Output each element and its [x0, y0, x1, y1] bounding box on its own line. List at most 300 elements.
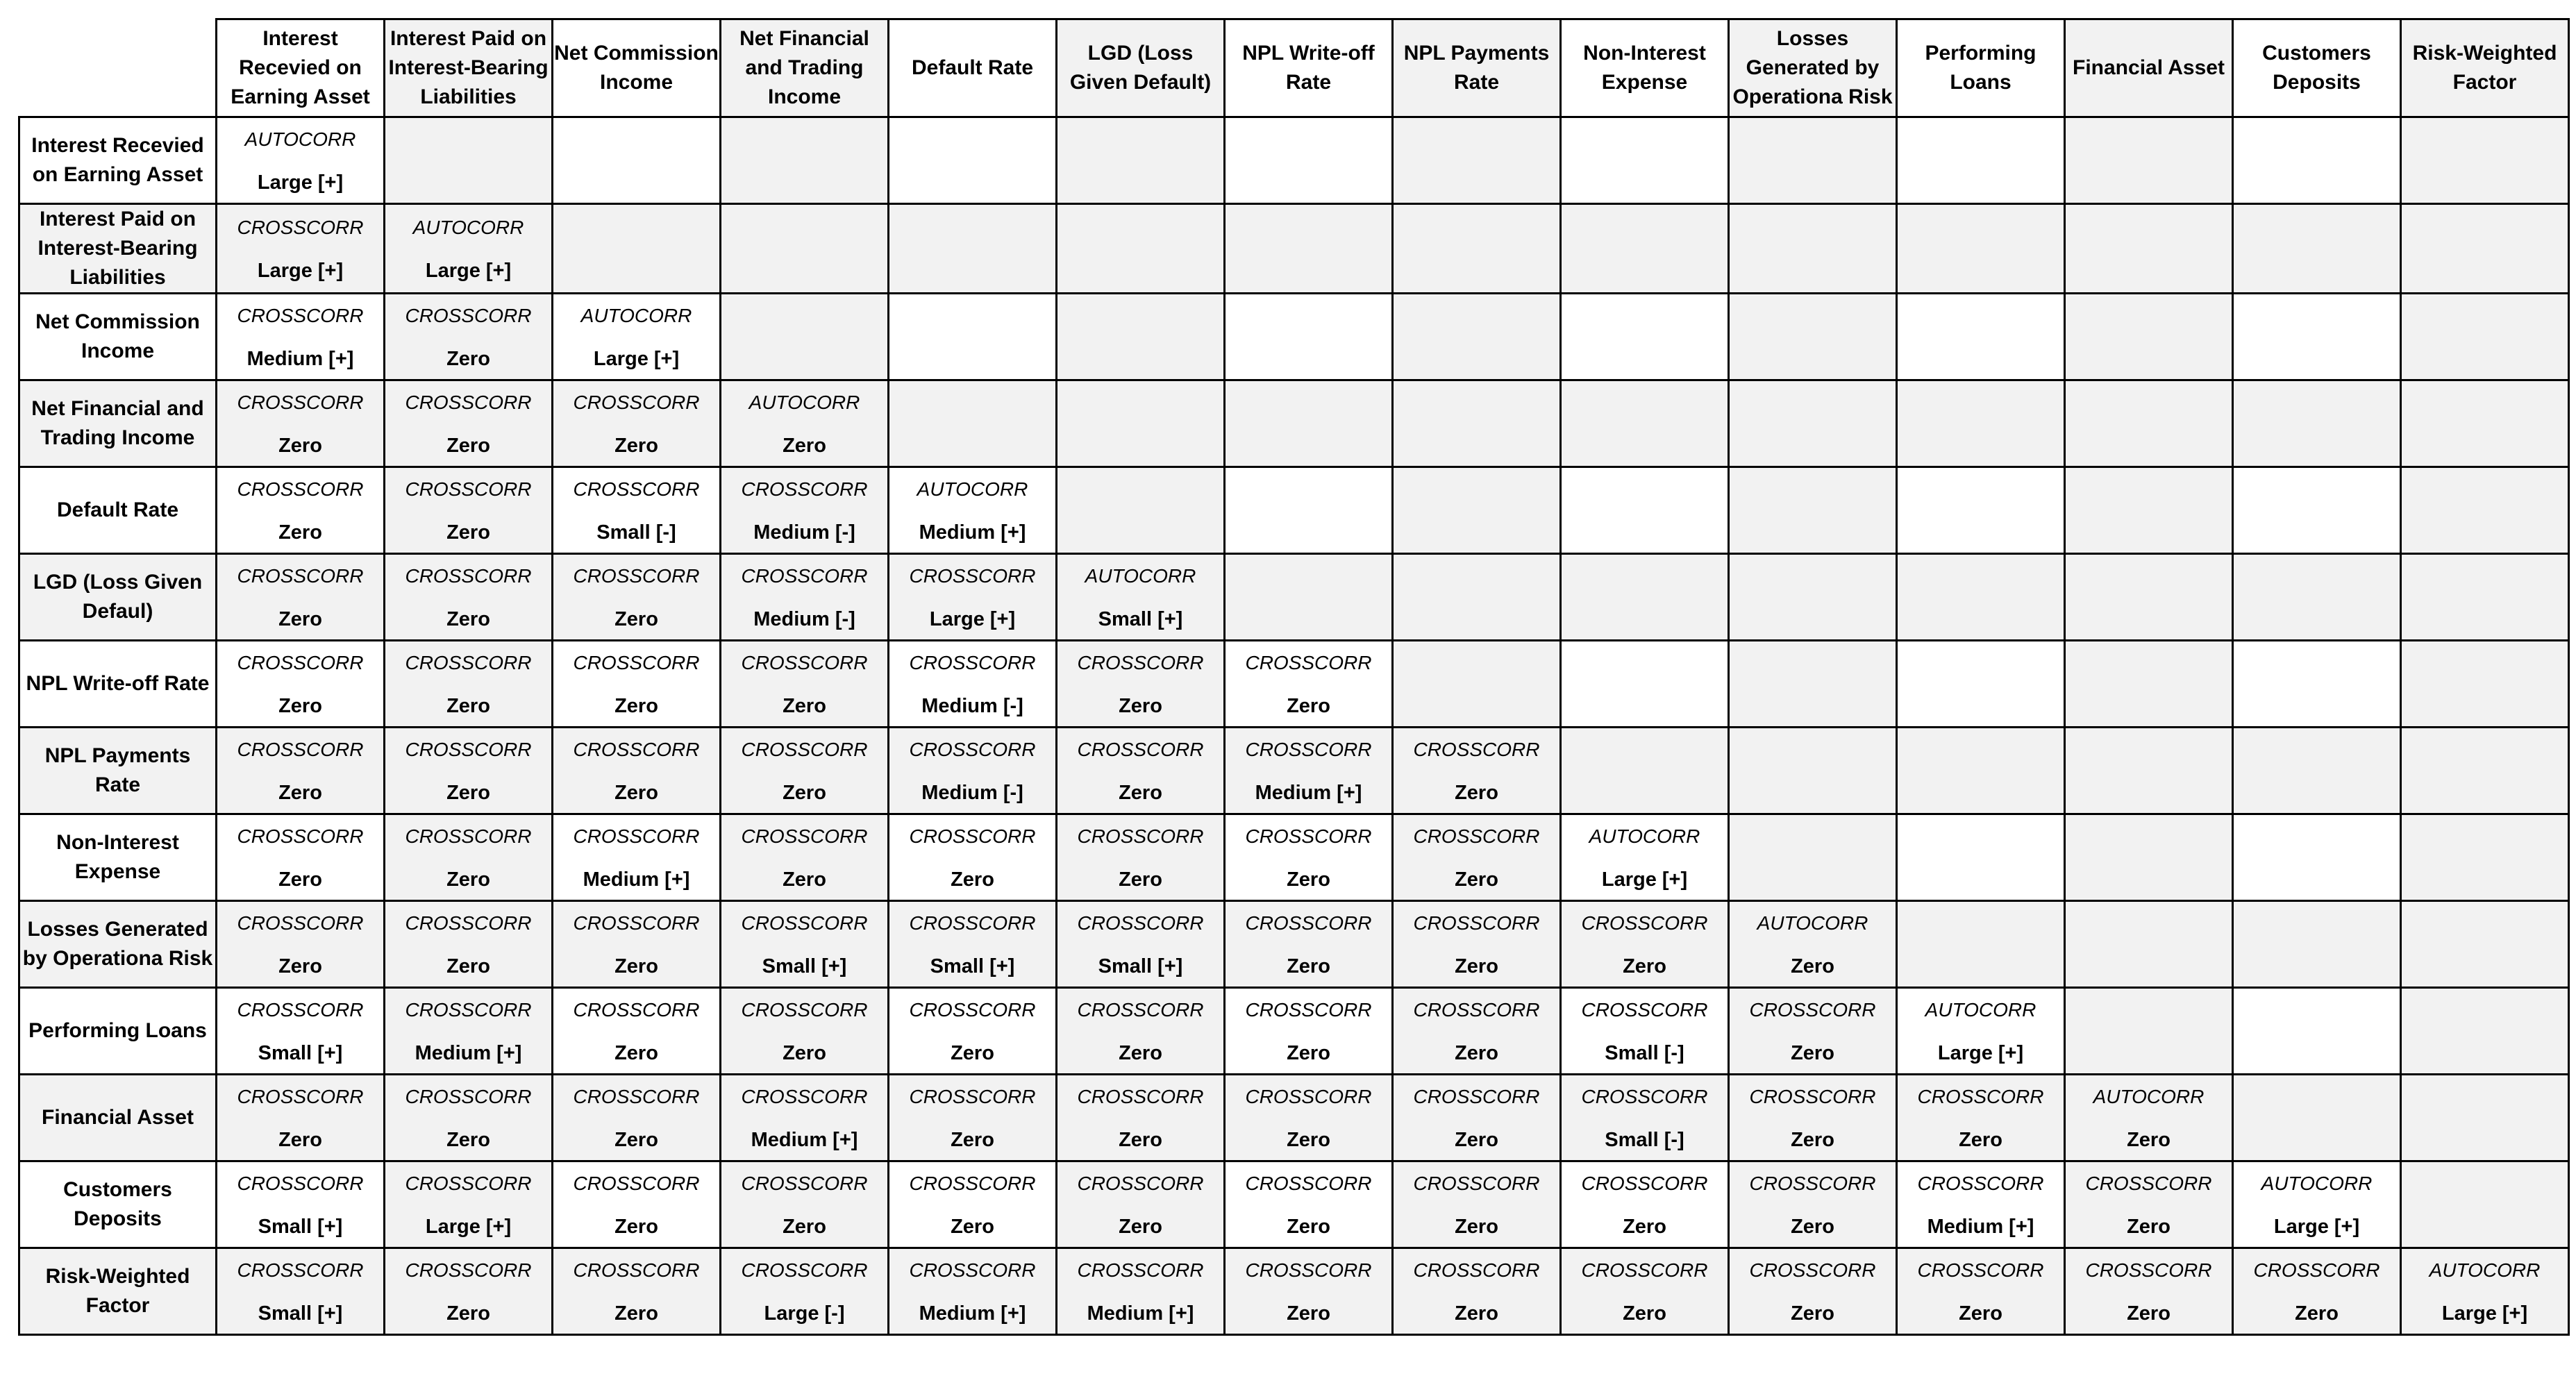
correlation-type: CROSSCORR: [1077, 1173, 1204, 1194]
matrix-cell: [1057, 204, 1225, 294]
cell-content: [1730, 118, 1896, 203]
correlation-magnitude: Zero: [1287, 695, 1330, 717]
cell-content: [1057, 902, 1223, 987]
cell-content: [553, 902, 719, 987]
cell-content: [721, 468, 887, 553]
correlation-magnitude: Zero: [446, 348, 490, 370]
cell-content: [721, 1249, 887, 1334]
matrix-cell: [217, 204, 385, 294]
matrix-cell: [385, 380, 553, 467]
correlation-type: CROSSCORR: [1581, 1173, 1708, 1194]
matrix-cell: [2401, 204, 2569, 294]
cell-content: [1226, 555, 1391, 639]
matrix-cell: [1897, 1075, 2065, 1161]
cell-content: [1730, 555, 1896, 639]
correlation-type: CROSSCORR: [909, 1259, 1036, 1281]
cell-content: [1057, 815, 1223, 900]
cell-content: [1394, 118, 1559, 203]
cell-content: [553, 1162, 719, 1247]
correlation-type: CROSSCORR: [405, 305, 532, 326]
correlation-magnitude: Zero: [1455, 868, 1498, 891]
correlation-type: CROSSCORR: [1077, 739, 1204, 760]
correlation-type: CROSSCORR: [1245, 1086, 1372, 1107]
correlation-magnitude: Small [+]: [930, 955, 1015, 977]
cell-content: [889, 294, 1055, 379]
row-header: Net Commission Income: [19, 294, 217, 380]
correlation-type: CROSSCORR: [1917, 1259, 2044, 1281]
correlation-magnitude: Large [+]: [425, 1216, 512, 1238]
matrix-cell: [217, 901, 385, 988]
matrix-cell: [2401, 117, 2569, 204]
matrix-cell: [217, 1075, 385, 1161]
cell-content: [1394, 989, 1559, 1073]
row-header: Non-Interest Expense: [19, 814, 217, 901]
matrix-cell: [1897, 380, 2065, 467]
cell-content: [217, 989, 383, 1073]
correlation-magnitude: Medium [+]: [246, 348, 354, 370]
cell-content: [217, 468, 383, 553]
correlation-type: CROSSCORR: [741, 565, 868, 587]
cell-content: [1057, 989, 1223, 1073]
matrix-cell: [1225, 1161, 1393, 1248]
matrix-cell: [385, 294, 553, 380]
cell-content: [1730, 989, 1896, 1073]
correlation-magnitude: Large [+]: [929, 608, 1016, 630]
matrix-cell: [1897, 467, 2065, 554]
correlation-type: CROSSCORR: [1413, 825, 1540, 847]
matrix-cell: [1897, 901, 2065, 988]
matrix-cell: [889, 1248, 1057, 1335]
cell-content: [1730, 1249, 1896, 1334]
cell-content: [217, 1162, 383, 1247]
correlation-magnitude: Medium [-]: [921, 782, 1023, 804]
correlation-magnitude: Zero: [614, 1042, 658, 1064]
matrix-cell: [1225, 641, 1393, 728]
row-header: Losses Generated by Operationa Risk: [19, 901, 217, 988]
correlation-type: CROSSCORR: [405, 1173, 532, 1194]
cell-content: [1898, 728, 2064, 813]
matrix-cell: [1057, 467, 1225, 554]
correlation-magnitude: Medium [-]: [921, 695, 1023, 717]
correlation-magnitude: Zero: [2127, 1302, 2171, 1325]
column-header: NPL Payments Rate: [1393, 19, 1561, 117]
cell-content: [385, 206, 551, 291]
correlation-magnitude: Zero: [1455, 782, 1498, 804]
correlation-type: CROSSCORR: [237, 305, 364, 326]
correlation-magnitude: Zero: [1791, 1129, 1834, 1151]
cell-content: [1057, 1162, 1223, 1247]
correlation-magnitude: Zero: [1287, 1302, 1330, 1325]
matrix-cell: [1225, 1248, 1393, 1335]
cell-content: [385, 815, 551, 900]
cell-content: [553, 555, 719, 639]
cell-content: [721, 294, 887, 379]
matrix-cell: [2065, 117, 2233, 204]
correlation-type: CROSSCORR: [2085, 1173, 2212, 1194]
correlation-magnitude: Zero: [614, 955, 658, 977]
matrix-cell: [2233, 294, 2401, 380]
correlation-magnitude: Zero: [1623, 1216, 1666, 1238]
correlation-type: CROSSCORR: [2253, 1259, 2380, 1281]
matrix-cell: [2401, 901, 2569, 988]
cell-content: [2402, 468, 2568, 553]
matrix-cell: [2233, 380, 2401, 467]
matrix-cell: [1729, 467, 1897, 554]
cell-content: [2234, 1075, 2400, 1160]
correlation-magnitude: Large [+]: [425, 260, 512, 282]
matrix-cell: [2233, 988, 2401, 1075]
matrix-cell: [553, 1161, 721, 1248]
correlation-magnitude: Medium [+]: [751, 1129, 858, 1151]
matrix-cell: [2233, 1161, 2401, 1248]
matrix-cell: [721, 988, 889, 1075]
correlation-magnitude: Zero: [1119, 1216, 1162, 1238]
matrix-cell: [217, 1161, 385, 1248]
matrix-cell: [1057, 988, 1225, 1075]
correlation-magnitude: Zero: [1959, 1129, 2002, 1151]
matrix-cell: [2401, 1161, 2569, 1248]
cell-content: [721, 989, 887, 1073]
correlation-magnitude: Zero: [1623, 955, 1666, 977]
correlation-magnitude: Zero: [614, 435, 658, 457]
matrix-cell: [889, 117, 1057, 204]
correlation-magnitude: Large [+]: [257, 171, 344, 194]
matrix-cell: [1897, 554, 2065, 641]
matrix-cell: [2401, 728, 2569, 814]
cell-content: [1226, 902, 1391, 987]
correlation-type: CROSSCORR: [237, 1259, 364, 1281]
matrix-cell: [553, 117, 721, 204]
correlation-type: CROSSCORR: [1245, 1259, 1372, 1281]
correlation-type: CROSSCORR: [237, 1173, 364, 1194]
correlation-magnitude: Small [+]: [1098, 608, 1183, 630]
correlation-type: CROSSCORR: [237, 1086, 364, 1107]
correlation-magnitude: Zero: [1119, 868, 1162, 891]
correlation-type: CROSSCORR: [1245, 652, 1372, 673]
correlation-type: AUTOCORR: [412, 217, 524, 238]
cell-content: [1730, 294, 1896, 379]
cell-content: [553, 728, 719, 813]
matrix-cell: [1057, 814, 1225, 901]
cell-content: [1057, 1075, 1223, 1160]
matrix-cell: [553, 204, 721, 294]
cell-content: [1562, 641, 1728, 726]
correlation-magnitude: Zero: [446, 1129, 490, 1151]
cell-content: [2402, 118, 2568, 203]
correlation-type: CROSSCORR: [405, 825, 532, 847]
matrix-cell: [553, 728, 721, 814]
correlation-magnitude: Zero: [783, 1216, 826, 1238]
matrix-row: [19, 554, 2569, 641]
correlation-magnitude: Zero: [2295, 1302, 2339, 1325]
correlation-type: AUTOCORR: [2093, 1086, 2205, 1107]
correlation-type: CROSSCORR: [741, 478, 868, 500]
cell-content: [1057, 641, 1223, 726]
cell-content: [721, 1075, 887, 1160]
cell-content: [2234, 555, 2400, 639]
matrix-cell: [1897, 204, 2065, 294]
correlation-magnitude: Zero: [1791, 1302, 1834, 1325]
matrix-cell: [1393, 988, 1561, 1075]
cell-content: [1226, 468, 1391, 553]
correlation-type: AUTOCORR: [1589, 825, 1700, 847]
correlation-type: AUTOCORR: [2261, 1173, 2373, 1194]
cell-content: [2402, 294, 2568, 379]
matrix-cell: [1561, 988, 1729, 1075]
column-header: Interest Paid on Interest-Bearing Liabilities: [385, 19, 553, 117]
matrix-cell: [1393, 728, 1561, 814]
correlation-type: CROSSCORR: [573, 825, 700, 847]
matrix-cell: [721, 814, 889, 901]
cell-content: [2066, 1162, 2232, 1247]
correlation-type: CROSSCORR: [1749, 999, 1876, 1021]
matrix-cell: [1729, 1248, 1897, 1335]
correlation-type: CROSSCORR: [405, 565, 532, 587]
correlation-magnitude: Zero: [1455, 955, 1498, 977]
cell-content: [889, 1162, 1055, 1247]
correlation-type: CROSSCORR: [1581, 1086, 1708, 1107]
cell-content: [385, 1162, 551, 1247]
cell-content: [1057, 381, 1223, 466]
matrix-cell: [1057, 1248, 1225, 1335]
correlation-magnitude: Zero: [1119, 782, 1162, 804]
matrix-cell: [553, 554, 721, 641]
matrix-cell: [1561, 204, 1729, 294]
correlation-type: CROSSCORR: [909, 652, 1036, 673]
cell-content: [721, 118, 887, 203]
cell-content: [217, 815, 383, 900]
cell-content: [2066, 641, 2232, 726]
row-header: NPL Write-off Rate: [19, 641, 217, 728]
cell-content: [2402, 728, 2568, 813]
row-header: Financial Asset: [19, 1075, 217, 1161]
cell-content: [1226, 206, 1391, 291]
matrix-cell: [2233, 901, 2401, 988]
matrix-cell: [1561, 1161, 1729, 1248]
matrix-cell: [1225, 467, 1393, 554]
cell-content: [2234, 381, 2400, 466]
cell-content: [1226, 641, 1391, 726]
cell-content: [889, 1249, 1055, 1334]
matrix-cell: [1393, 641, 1561, 728]
correlation-type: CROSSCORR: [405, 1259, 532, 1281]
cell-content: [2402, 815, 2568, 900]
cell-content: [1057, 1249, 1223, 1334]
matrix-cell: [1225, 554, 1393, 641]
correlation-magnitude: Medium [+]: [919, 1302, 1026, 1325]
correlation-type: AUTOCORR: [580, 305, 692, 326]
correlation-matrix: [18, 18, 2570, 1336]
correlation-magnitude: Large [-]: [764, 1302, 845, 1325]
matrix-row: [19, 1248, 2569, 1335]
matrix-cell: [1225, 814, 1393, 901]
cell-content: [2066, 294, 2232, 379]
matrix-cell: [2401, 814, 2569, 901]
cell-content: [385, 1249, 551, 1334]
cell-content: [1562, 294, 1728, 379]
correlation-type: CROSSCORR: [741, 652, 868, 673]
matrix-cell: [1393, 1248, 1561, 1335]
correlation-type: CROSSCORR: [1077, 999, 1204, 1021]
correlation-magnitude: Small [+]: [1098, 955, 1183, 977]
correlation-magnitude: Zero: [278, 608, 322, 630]
correlation-type: CROSSCORR: [741, 1086, 868, 1107]
correlation-type: CROSSCORR: [573, 912, 700, 934]
column-header: Net Commission Income: [553, 19, 721, 117]
matrix-cell: [721, 467, 889, 554]
correlation-magnitude: Zero: [1287, 955, 1330, 977]
matrix-cell: [1561, 467, 1729, 554]
correlation-magnitude: Zero: [1959, 1302, 2002, 1325]
matrix-cell: [1897, 728, 2065, 814]
correlation-type: CROSSCORR: [1749, 1173, 1876, 1194]
correlation-type: CROSSCORR: [573, 565, 700, 587]
matrix-cell: [1393, 1161, 1561, 1248]
correlation-magnitude: Medium [+]: [1255, 782, 1362, 804]
matrix-cell: [1225, 380, 1393, 467]
correlation-magnitude: Zero: [783, 695, 826, 717]
matrix-cell: [1225, 204, 1393, 294]
matrix-cell: [385, 901, 553, 988]
matrix-cell: [889, 554, 1057, 641]
cell-content: [1898, 555, 2064, 639]
correlation-magnitude: Zero: [1455, 1129, 1498, 1151]
correlation-magnitude: Medium [+]: [1087, 1302, 1194, 1325]
correlation-type: CROSSCORR: [1413, 1086, 1540, 1107]
matrix-cell: [1225, 117, 1393, 204]
correlation-type: CROSSCORR: [237, 392, 364, 413]
correlation-magnitude: Zero: [278, 521, 322, 544]
cell-content: [217, 118, 383, 203]
correlation-type: CROSSCORR: [237, 217, 364, 238]
matrix-cell: [2233, 554, 2401, 641]
cell-content: [217, 294, 383, 379]
cell-content: [1898, 118, 2064, 203]
matrix-cell: [721, 1075, 889, 1161]
cell-content: [1898, 1249, 2064, 1334]
matrix-cell: [1897, 641, 2065, 728]
matrix-cell: [1897, 294, 2065, 380]
matrix-cell: [721, 728, 889, 814]
matrix-cell: [1729, 814, 1897, 901]
matrix-cell: [1057, 1075, 1225, 1161]
matrix-cell: [1057, 1161, 1225, 1248]
matrix-cell: [2401, 1075, 2569, 1161]
correlation-type: CROSSCORR: [741, 1173, 868, 1194]
cell-content: [2402, 1249, 2568, 1334]
correlation-magnitude: Zero: [446, 868, 490, 891]
correlation-type: CROSSCORR: [1413, 912, 1540, 934]
matrix-cell: [2233, 117, 2401, 204]
matrix-cell: [1729, 380, 1897, 467]
correlation-magnitude: Small [+]: [762, 955, 847, 977]
cell-content: [1394, 1162, 1559, 1247]
cell-content: [1562, 989, 1728, 1073]
correlation-magnitude: Zero: [951, 1129, 994, 1151]
matrix-cell: [889, 988, 1057, 1075]
cell-content: [889, 468, 1055, 553]
cell-content: [2066, 1249, 2232, 1334]
matrix-cell: [1057, 901, 1225, 988]
correlation-magnitude: Zero: [278, 435, 322, 457]
correlation-magnitude: Zero: [951, 1042, 994, 1064]
matrix-cell: [889, 467, 1057, 554]
matrix-cell: [889, 380, 1057, 467]
matrix-row: [19, 1075, 2569, 1161]
correlation-type: CROSSCORR: [909, 1086, 1036, 1107]
column-header: Losses Generated by Operationa Risk: [1729, 19, 1897, 117]
correlation-type: CROSSCORR: [1917, 1173, 2044, 1194]
correlation-magnitude: Zero: [1791, 955, 1834, 977]
correlation-magnitude: Medium [+]: [919, 521, 1026, 544]
correlation-type: CROSSCORR: [1581, 999, 1708, 1021]
cell-content: [2066, 118, 2232, 203]
matrix-cell: [553, 988, 721, 1075]
cell-content: [553, 815, 719, 900]
matrix-cell: [1393, 814, 1561, 901]
matrix-cell: [889, 814, 1057, 901]
cell-content: [385, 989, 551, 1073]
cell-content: [721, 1162, 887, 1247]
cell-content: [385, 728, 551, 813]
correlation-type: CROSSCORR: [405, 392, 532, 413]
matrix-cell: [217, 117, 385, 204]
correlation-magnitude: Zero: [783, 782, 826, 804]
cell-content: [553, 1249, 719, 1334]
correlation-type: AUTOCORR: [748, 392, 860, 413]
correlation-magnitude: Zero: [1119, 1129, 1162, 1151]
matrix-cell: [553, 814, 721, 901]
matrix-cell: [1561, 814, 1729, 901]
cell-content: [1562, 555, 1728, 639]
cell-content: [1898, 294, 2064, 379]
matrix-cell: [217, 641, 385, 728]
matrix-cell: [889, 1075, 1057, 1161]
matrix-cell: [553, 380, 721, 467]
correlation-magnitude: Zero: [1455, 1302, 1498, 1325]
matrix-cell: [2401, 380, 2569, 467]
correlation-type: CROSSCORR: [909, 739, 1036, 760]
correlation-magnitude: Zero: [1455, 1042, 1498, 1064]
cell-content: [2066, 555, 2232, 639]
row-header: Performing Loans: [19, 988, 217, 1075]
matrix-cell: [385, 554, 553, 641]
cell-content: [889, 902, 1055, 987]
matrix-cell: [1561, 1075, 1729, 1161]
cell-content: [385, 468, 551, 553]
cell-content: [1562, 1162, 1728, 1247]
correlation-magnitude: Zero: [446, 695, 490, 717]
cell-content: [1730, 1075, 1896, 1160]
cell-content: [2234, 728, 2400, 813]
cell-content: [553, 1075, 719, 1160]
cell-content: [889, 118, 1055, 203]
correlation-magnitude: Medium [+]: [583, 868, 690, 891]
matrix-cell: [1393, 554, 1561, 641]
correlation-type: CROSSCORR: [741, 999, 868, 1021]
correlation-type: CROSSCORR: [405, 739, 532, 760]
matrix-cell: [1897, 988, 2065, 1075]
cell-content: [1898, 1162, 2064, 1247]
matrix-cell: [1561, 641, 1729, 728]
correlation-type: CROSSCORR: [1413, 1173, 1540, 1194]
cell-content: [385, 641, 551, 726]
correlation-type: CROSSCORR: [237, 999, 364, 1021]
cell-content: [553, 118, 719, 203]
matrix-cell: [1393, 294, 1561, 380]
cell-content: [721, 555, 887, 639]
correlation-magnitude: Zero: [1791, 1042, 1834, 1064]
